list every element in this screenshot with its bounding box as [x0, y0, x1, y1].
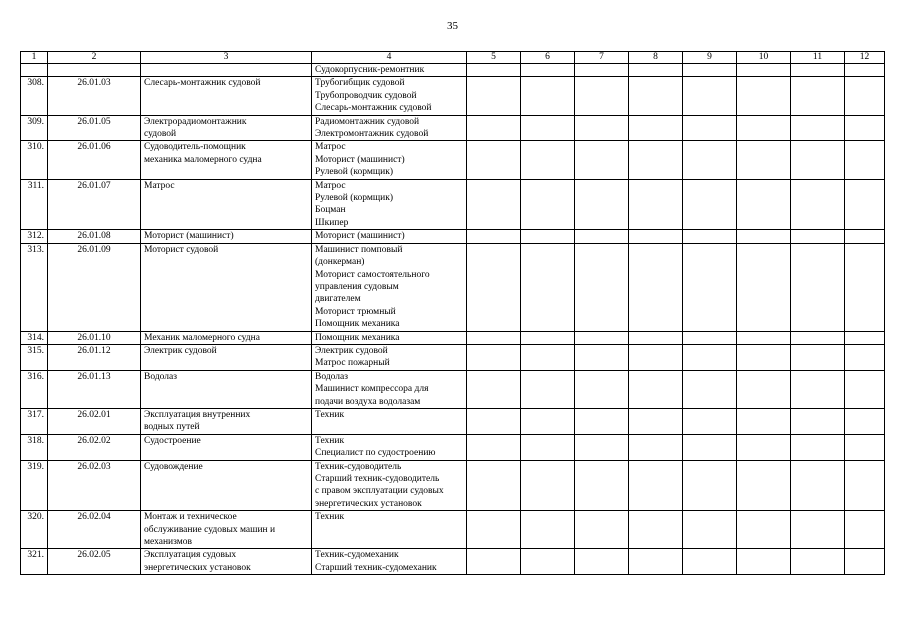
empty-cell — [683, 460, 737, 511]
row-number-cell: 309. — [21, 115, 48, 141]
cell-line: Моторист трюмный — [315, 306, 396, 317]
empty-cell — [629, 230, 683, 243]
empty-cell — [845, 115, 885, 141]
cell-line: Матрос — [144, 180, 175, 191]
empty-cell — [575, 77, 629, 115]
table-row — [21, 77, 885, 115]
empty-cell — [737, 370, 791, 408]
empty-cell — [629, 511, 683, 549]
cell-line: Моторист (машинист) — [315, 231, 405, 242]
empty-cell — [737, 549, 791, 575]
empty-cell — [575, 434, 629, 460]
qualifications-table — [20, 51, 885, 575]
empty-cell — [629, 344, 683, 370]
empty-cell — [575, 370, 629, 408]
code-cell: 26.01.05 — [48, 115, 141, 141]
table-row — [21, 230, 885, 243]
qualification-cell — [312, 64, 467, 77]
empty-cell — [845, 549, 885, 575]
empty-cell — [521, 370, 575, 408]
empty-cell — [629, 434, 683, 460]
cell-line: двигателем — [315, 294, 361, 305]
code-cell: 26.02.05 — [48, 549, 141, 575]
cell-line: Помощник механика — [315, 319, 400, 330]
table-row — [21, 115, 885, 141]
column-header: 12 — [845, 52, 885, 64]
cell-line: Слесарь-монтажник судовой — [315, 103, 432, 114]
column-header: 4 — [312, 52, 467, 64]
empty-cell — [845, 331, 885, 344]
empty-cell — [683, 331, 737, 344]
row-number-cell: 317. — [21, 408, 48, 434]
row-number-cell: 312. — [21, 230, 48, 243]
cell-line: механика маломерного судна — [144, 154, 262, 165]
empty-cell — [629, 549, 683, 575]
column-header: 2 — [48, 52, 141, 64]
cell-line: Техник — [315, 409, 345, 420]
code-cell: 26.01.10 — [48, 331, 141, 344]
empty-cell — [683, 511, 737, 549]
empty-cell — [845, 77, 885, 115]
empty-cell — [791, 344, 845, 370]
qualification-cell — [312, 511, 467, 549]
cell-line: Моторист самостоятельного — [315, 269, 430, 280]
row-number-cell: 311. — [21, 179, 48, 230]
empty-cell — [791, 511, 845, 549]
row-number-cell: 313. — [21, 243, 48, 331]
profession-name-cell — [141, 344, 312, 370]
cell-line: Техник — [315, 435, 345, 446]
empty-cell — [629, 179, 683, 230]
profession-name-cell — [141, 331, 312, 344]
empty-cell — [737, 408, 791, 434]
empty-cell — [629, 243, 683, 331]
empty-cell — [791, 331, 845, 344]
code-cell: 26.01.06 — [48, 141, 141, 179]
empty-cell — [575, 141, 629, 179]
cell-line: Судокорпусник-ремонтник — [315, 65, 425, 75]
column-header: 3 — [141, 52, 312, 64]
empty-cell — [845, 434, 885, 460]
empty-cell — [467, 179, 521, 230]
empty-cell — [737, 64, 791, 77]
cell-line: Рулевой (кормщик) — [315, 167, 394, 178]
profession-name-cell — [141, 460, 312, 511]
column-header: 11 — [791, 52, 845, 64]
cell-line: Эксплуатация судовых — [144, 550, 237, 561]
cell-line: Судостроение — [144, 435, 201, 446]
cell-line: Эксплуатация внутренних — [144, 409, 251, 420]
empty-cell — [737, 115, 791, 141]
empty-cell — [521, 179, 575, 230]
table-header-row — [21, 52, 885, 64]
cell-line: Трубогибщик судовой — [315, 78, 405, 89]
empty-cell — [737, 344, 791, 370]
empty-cell — [575, 344, 629, 370]
empty-cell — [683, 370, 737, 408]
cell-line: с правом эксплуатации судовых — [315, 486, 444, 497]
empty-cell — [575, 243, 629, 331]
empty-cell — [683, 230, 737, 243]
table-row — [21, 243, 885, 331]
empty-cell — [737, 77, 791, 115]
empty-cell — [467, 434, 521, 460]
empty-cell — [467, 141, 521, 179]
cell-line: Старший техник-судомеханик — [315, 562, 437, 573]
empty-cell — [467, 549, 521, 575]
qualification-cell — [312, 141, 467, 179]
empty-cell — [791, 115, 845, 141]
profession-name-cell — [141, 370, 312, 408]
cell-line: Трубопроводчик судовой — [315, 90, 417, 101]
profession-name-cell — [141, 408, 312, 434]
empty-cell — [629, 115, 683, 141]
empty-cell — [521, 64, 575, 77]
empty-cell — [521, 230, 575, 243]
empty-cell — [845, 460, 885, 511]
row-number-cell: 320. — [21, 511, 48, 549]
empty-cell — [683, 408, 737, 434]
table-row — [21, 179, 885, 230]
code-cell: 26.01.08 — [48, 230, 141, 243]
cell-line: Техник — [315, 512, 345, 523]
page-number: 35 — [447, 20, 458, 32]
code-cell: 26.01.09 — [48, 243, 141, 331]
empty-cell — [629, 141, 683, 179]
row-number-cell — [21, 64, 48, 77]
cell-line: Рулевой (кормщик) — [315, 193, 394, 204]
empty-cell — [467, 243, 521, 331]
empty-cell — [521, 344, 575, 370]
empty-cell — [521, 460, 575, 511]
cell-line: Матрос пожарный — [315, 358, 390, 369]
empty-cell — [845, 141, 885, 179]
empty-cell — [521, 408, 575, 434]
column-header: 1 — [21, 52, 48, 64]
cell-line: Помощник механика — [315, 332, 400, 343]
empty-cell — [791, 77, 845, 115]
empty-cell — [521, 331, 575, 344]
cell-line: Техник-судомеханик — [315, 550, 399, 561]
column-header: 8 — [629, 52, 683, 64]
empty-cell — [629, 370, 683, 408]
empty-cell — [467, 408, 521, 434]
empty-cell — [791, 230, 845, 243]
cell-line: управления судовым — [315, 281, 399, 292]
empty-cell — [575, 408, 629, 434]
cell-line: Слесарь-монтажник судовой — [144, 78, 261, 89]
cell-line: энергетических установок — [315, 498, 422, 509]
code-cell: 26.02.01 — [48, 408, 141, 434]
empty-cell — [467, 77, 521, 115]
qualification-cell — [312, 549, 467, 575]
cell-line: обслуживание судовых машин и — [144, 524, 276, 535]
empty-cell — [629, 77, 683, 115]
table-row — [21, 64, 885, 77]
empty-cell — [845, 408, 885, 434]
empty-cell — [791, 243, 845, 331]
row-number-cell: 315. — [21, 344, 48, 370]
code-cell: 26.02.02 — [48, 434, 141, 460]
qualification-cell — [312, 434, 467, 460]
table-row — [21, 344, 885, 370]
row-number-cell: 318. — [21, 434, 48, 460]
table-row — [21, 511, 885, 549]
row-number-cell: 316. — [21, 370, 48, 408]
empty-cell — [737, 230, 791, 243]
empty-cell — [575, 115, 629, 141]
empty-cell — [629, 408, 683, 434]
cell-line: Машинист компрессора для — [315, 384, 429, 395]
empty-cell — [467, 370, 521, 408]
cell-line: Моторист (машинист) — [144, 231, 234, 242]
empty-cell — [791, 408, 845, 434]
empty-cell — [737, 460, 791, 511]
cell-line: Моторист (машинист) — [315, 154, 405, 165]
empty-cell — [683, 64, 737, 77]
empty-cell — [791, 549, 845, 575]
empty-cell — [467, 511, 521, 549]
cell-line: Машинист помповый — [315, 244, 403, 255]
empty-cell — [629, 64, 683, 77]
cell-line: Водолаз — [144, 371, 177, 382]
qualification-cell — [312, 243, 467, 331]
code-cell — [48, 64, 141, 77]
empty-cell — [575, 331, 629, 344]
cell-line: Водолаз — [315, 371, 348, 382]
column-header: 6 — [521, 52, 575, 64]
cell-line: Электрик судовой — [315, 345, 388, 356]
table-row — [21, 460, 885, 511]
table-row — [21, 434, 885, 460]
code-cell: 26.01.12 — [48, 344, 141, 370]
empty-cell — [683, 179, 737, 230]
cell-line: механизмов — [144, 537, 192, 548]
empty-cell — [521, 77, 575, 115]
empty-cell — [683, 434, 737, 460]
empty-cell — [683, 141, 737, 179]
qualification-cell — [312, 77, 467, 115]
column-header: 5 — [467, 52, 521, 64]
cell-line: Специалист по судостроению — [315, 448, 436, 459]
cell-line: Механик маломерного судна — [144, 332, 260, 343]
empty-cell — [575, 549, 629, 575]
empty-cell — [521, 141, 575, 179]
empty-cell — [467, 344, 521, 370]
cell-line: Судовождение — [144, 461, 203, 472]
cell-line: (донкерман) — [315, 257, 365, 268]
empty-cell — [737, 243, 791, 331]
empty-cell — [791, 434, 845, 460]
profession-name-cell — [141, 549, 312, 575]
cell-line: Техник-судоводитель — [315, 461, 402, 472]
empty-cell — [791, 460, 845, 511]
profession-name-cell — [141, 230, 312, 243]
empty-cell — [467, 460, 521, 511]
empty-cell — [737, 511, 791, 549]
row-number-cell: 314. — [21, 331, 48, 344]
empty-cell — [683, 77, 737, 115]
cell-line: Боцман — [315, 205, 346, 216]
profession-name-cell — [141, 115, 312, 141]
code-cell: 26.02.03 — [48, 460, 141, 511]
table-row — [21, 141, 885, 179]
empty-cell — [521, 511, 575, 549]
cell-line: Радиомонтажник судовой — [315, 116, 420, 127]
cell-line: Матрос — [315, 142, 346, 153]
cell-line: Старший техник-судоводитель — [315, 474, 440, 484]
empty-cell — [521, 549, 575, 575]
empty-cell — [791, 141, 845, 179]
cell-line: Моторист судовой — [144, 244, 219, 255]
cell-line: водных путей — [144, 422, 200, 433]
cell-line: Монтаж и техническое — [144, 512, 237, 523]
profession-name-cell — [141, 64, 312, 77]
code-cell: 26.02.04 — [48, 511, 141, 549]
profession-name-cell — [141, 434, 312, 460]
qualification-cell — [312, 230, 467, 243]
empty-cell — [521, 434, 575, 460]
table-row — [21, 408, 885, 434]
profession-name-cell — [141, 243, 312, 331]
empty-cell — [845, 64, 885, 77]
cell-line: Электрорадиомонтажник — [144, 116, 247, 127]
empty-cell — [791, 370, 845, 408]
qualification-cell — [312, 331, 467, 344]
row-number-cell: 310. — [21, 141, 48, 179]
qualification-cell — [312, 370, 467, 408]
cell-line: Судоводитель-помощник — [144, 142, 246, 153]
empty-cell — [845, 344, 885, 370]
empty-cell — [467, 331, 521, 344]
empty-cell — [629, 331, 683, 344]
table-row — [21, 370, 885, 408]
qualification-cell — [312, 408, 467, 434]
table-row — [21, 331, 885, 344]
empty-cell — [737, 141, 791, 179]
code-cell: 26.01.07 — [48, 179, 141, 230]
column-header: 10 — [737, 52, 791, 64]
empty-cell — [791, 179, 845, 230]
empty-cell — [791, 64, 845, 77]
empty-cell — [575, 230, 629, 243]
profession-name-cell — [141, 77, 312, 115]
profession-name-cell — [141, 511, 312, 549]
qualification-cell — [312, 344, 467, 370]
column-header: 7 — [575, 52, 629, 64]
empty-cell — [629, 460, 683, 511]
column-header: 9 — [683, 52, 737, 64]
empty-cell — [683, 243, 737, 331]
empty-cell — [521, 115, 575, 141]
cell-line: Матрос — [315, 180, 346, 191]
cell-line: Электрик судовой — [144, 345, 217, 356]
empty-cell — [467, 230, 521, 243]
cell-line: Шкипер — [315, 217, 349, 228]
empty-cell — [575, 179, 629, 230]
empty-cell — [575, 64, 629, 77]
cell-line: судовой — [144, 129, 177, 140]
empty-cell — [845, 370, 885, 408]
empty-cell — [683, 344, 737, 370]
qualification-cell — [312, 115, 467, 141]
empty-cell — [575, 460, 629, 511]
empty-cell — [737, 331, 791, 344]
table-row — [21, 549, 885, 575]
qualification-cell — [312, 460, 467, 511]
empty-cell — [737, 434, 791, 460]
empty-cell — [737, 179, 791, 230]
cell-line: Электромонтажник судовой — [315, 129, 429, 140]
empty-cell — [467, 115, 521, 141]
code-cell: 26.01.13 — [48, 370, 141, 408]
qualification-cell — [312, 179, 467, 230]
row-number-cell: 321. — [21, 549, 48, 575]
empty-cell — [683, 115, 737, 141]
empty-cell — [845, 511, 885, 549]
cell-line: энергетических установок — [144, 562, 251, 573]
empty-cell — [575, 511, 629, 549]
row-number-cell: 308. — [21, 77, 48, 115]
profession-name-cell — [141, 141, 312, 179]
empty-cell — [845, 243, 885, 331]
code-cell: 26.01.03 — [48, 77, 141, 115]
empty-cell — [683, 549, 737, 575]
cell-line: подачи воздуха водолазам — [315, 396, 421, 407]
row-number-cell: 319. — [21, 460, 48, 511]
empty-cell — [467, 64, 521, 77]
empty-cell — [521, 243, 575, 331]
empty-cell — [845, 230, 885, 243]
empty-cell — [845, 179, 885, 230]
profession-name-cell — [141, 179, 312, 230]
